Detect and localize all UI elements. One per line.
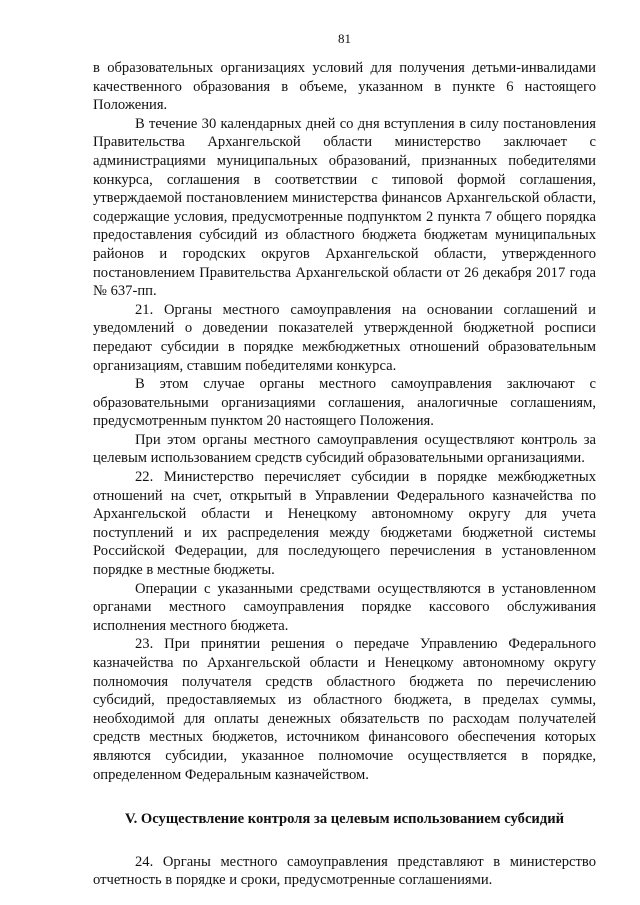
paragraph: В этом случае органы местного самоуправления заключают с образовательными организациями соглашения, аналогичные соглашениям, предусмотренным пунктом 20 настоящего Положения. [93, 376, 596, 430]
paragraph-item-24: 24. Органы местного самоуправления представляют в министерство отчетность в порядке и сроки, предусмотренные соглашениями. [93, 853, 596, 889]
paragraph: В течение 30 календарных дней со дня вступления в силу постановления Правительства Архангельской области министерство заключает с администрациями муниципальных образований, признанных победителями конкурса, соглашения в соответствии с типовой формой соглашения, утверждаемой постановлением министерства финансов Архангельской области, содержащие условия, предусмотренные подпунктом 2 пункта 7 общего порядка предоставления субсидий из областного бюджета бюджетам муниципальных районов и городских округов Архангельской области, утвержденного постановлением Правительства Архангельской области от 26 декабря 2017 года № 637-пп. [93, 115, 596, 300]
page-number: 81 [338, 31, 351, 46]
section-heading: V. Осуществление контроля за целевым использованием субсидий [124, 811, 565, 828]
paragraph-item-22: 22. Министерство перечисляет субсидии в порядке межбюджетных отношений на счет, открытый в Управлении Федерального казначейства по Архангельской области и Ненецкому автономному округу для учета поступлений и их распределения между бюджетами бюджетной системы Российской Федерации, для последующего перечисления в установленном порядке в местные бюджеты. [93, 469, 596, 579]
paragraph-item-21: 21. Органы местного самоуправления на основании соглашений и уведомлений о доведении показателей утвержденной бюджетной росписи передают субсидии в порядке межбюджетных отношений образовательным организациям, ставшим победителями конкурса. [93, 301, 596, 374]
paragraph: Операции с указанными средствами осуществляются в установленном органами местного самоуправления порядке кассового обслуживания исполнения местного бюджета. [93, 580, 596, 634]
paragraph-item-23: 23. При принятии решения о передаче Управлению Федерального казначейства по Архангельской области и Ненецкому автономному округу полномочия получателя средств областного бюджета по перечислению субсидий, предоставляемых из областного бюджета, в пределах суммы, необходимой для оплаты денежных обязательств по расходам получателей средств местных бюджетов, источником финансового обеспечения которых являются субсидии, указанное полномочие осуществляется в порядке, определенном Федеральным казначейством. [93, 636, 596, 783]
paragraph: При этом органы местного самоуправления осуществляют контроль за целевым использованием средств субсидий образовательными организациями. [93, 431, 596, 467]
paragraph: в образовательных организациях условий для получения детьми-инвалидами качественного образования в объеме, указанном в пункте 6 настоящего Положения. [93, 60, 596, 114]
document-page [93, 30, 596, 890]
